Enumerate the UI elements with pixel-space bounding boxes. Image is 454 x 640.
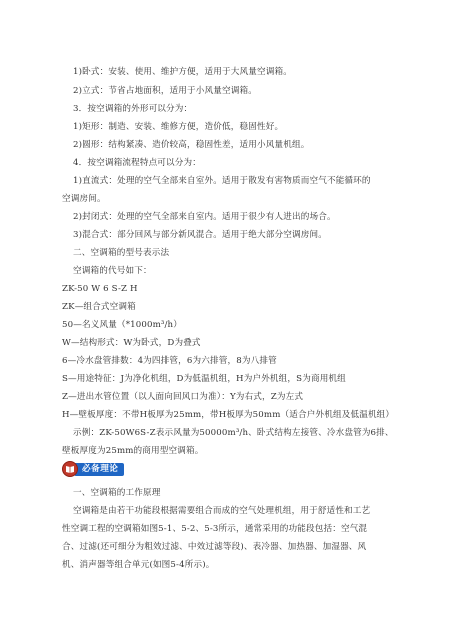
- text-line: 性空调工程的空调箱如图5-1、5-2、5-3所示，通常采用的功能段包括：空气混: [62, 524, 368, 534]
- text-line: H—壁板厚度：不带H板厚为25mm，带H板厚为50mm（适合户外机组及低温机组）: [62, 410, 395, 420]
- text-line: ZK—组合式空调箱: [62, 302, 136, 312]
- model-code: ZK-50 W 6 S-Z H: [62, 284, 138, 294]
- text-line: 合、过滤(还可细分为粗效过滤、中效过滤等段)、表冷器、加热器、加湿器、风: [62, 542, 367, 552]
- text-line: S—用途特征：J为净化机组，D为低温机组，H为户外机组，S为商用机组: [62, 374, 346, 384]
- text-line: Z—进出水管位置（以人面向回风口为准）：Y为右式，Z为左式: [62, 392, 304, 402]
- section-heading: 一、空调箱的工作原理: [73, 488, 161, 498]
- text-line: 3．按空调箱的外形可以分为：: [73, 104, 193, 114]
- section-badge-label: 必备理论: [74, 463, 124, 476]
- text-line: 示例：ZK-50W6S-Z表示风量为50000m³/h、卧式结构左接管、冷水盘管为6排、: [73, 428, 394, 438]
- text-line: 3)混合式：部分回风与部分新风混合。适用于绝大部分空调房间。: [73, 230, 327, 240]
- text-line: 壁板厚度为25mm的商用型空调箱。: [62, 446, 204, 456]
- text-line: 空调箱是由若干功能段根据需要组合而成的空气处理机组，用于舒适性和工艺: [73, 506, 371, 516]
- book-icon: [62, 461, 78, 477]
- text-line: 4．按空调箱流程特点可以分为：: [73, 158, 202, 168]
- text-line: 1)直流式：处理的空气全部来自室外。适用于散发有害物质而空气不能循环的: [73, 176, 371, 186]
- text-line: 6—冷水盘管排数：4为四排管，6为六排管，8为八排管: [62, 356, 277, 366]
- text-line: 1)矩形：制造、安装、维修方便，造价低，稳固性好。: [73, 122, 284, 132]
- text-line: 50—名义风量（*1000m³/h）: [62, 320, 182, 330]
- text-line: W—结构形式：W为卧式，D为叠式: [62, 338, 201, 348]
- section-heading: 二、空调箱的型号表示法: [73, 248, 170, 258]
- text-line: 1)卧式：安装、使用、维护方便，适用于大风量空调箱。: [73, 67, 292, 77]
- section-badge: [62, 461, 136, 477]
- text-line: 空调房间。: [62, 194, 106, 204]
- text-line: 2)立式：节省占地面积，适用于小风量空调箱。: [73, 86, 257, 96]
- text-line: 机、消声器等组合单元(如图5-4所示)。: [62, 560, 215, 570]
- text-line: 2)封闭式：处理的空气全部来自室内。适用于很少有人进出的场合。: [73, 212, 336, 222]
- text-line: 空调箱的代号如下：: [73, 266, 152, 276]
- text-line: 2)圆形：结构紧凑、造价较高，稳固性差，适用小风量机组。: [73, 140, 310, 150]
